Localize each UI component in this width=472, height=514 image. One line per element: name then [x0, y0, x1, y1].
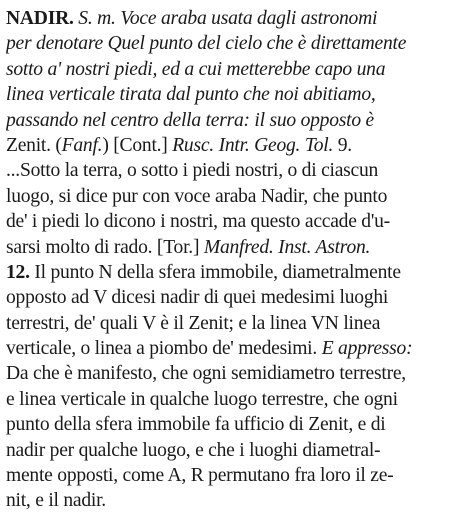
entry-text: ) [Cont.]: [102, 134, 173, 156]
entry-line: [6, 82, 468, 107]
entry-text: S. m. Voce araba usata dagli astronomi: [73, 8, 378, 29]
entry-text: 9.: [333, 134, 352, 156]
entry-text: Rusc. Intr. Geog. Tol.: [172, 134, 334, 156]
entry-line: [6, 285, 468, 310]
entry-text: e linea verticale in qualche luogo terrestre, che ogni: [6, 388, 398, 410]
entry-text: de' i piedi lo dicono i nostri, ma questo accade d'u-: [6, 211, 390, 233]
entry-line: [6, 438, 468, 463]
entry-line: [6, 260, 468, 285]
entry-line: [6, 463, 468, 488]
entry-line: [6, 108, 468, 133]
entry-text: Il punto N della sfera immobile, diametralmente: [29, 261, 401, 283]
entry-line: [6, 184, 468, 209]
entry-text: sarsi molto di rado. [Tor.]: [6, 236, 204, 258]
entry-line: [6, 57, 468, 82]
entry-line: [6, 412, 468, 437]
entry-line: [6, 336, 468, 361]
entry-line: [6, 133, 468, 158]
section-number: 12.: [6, 261, 30, 283]
entry-text: verticale, o linea a piombo de' medesimi.: [6, 338, 322, 360]
dictionary-entry: [6, 6, 468, 514]
entry-line: [6, 235, 468, 260]
entry-line: [6, 488, 468, 513]
entry-text: E appresso:: [321, 338, 413, 360]
entry-text: punto della sfera immobile fa ufficio di Zenit, e di: [6, 414, 386, 436]
entry-text: nit, e il nadir.: [6, 490, 106, 512]
entry-line: [6, 158, 468, 183]
entry-text: ...Sotto la terra, o sotto i piedi nostri, o di ciascun: [6, 160, 379, 182]
entry-text: terrestri, de' quali V è il Zenit; e la linea VN linea: [6, 312, 381, 334]
entry-line: [6, 209, 468, 234]
entry-line: [6, 387, 468, 412]
entry-text: nadir per qualche luogo, e che i luoghi diametral-: [6, 439, 381, 461]
entry-text: luogo, si dice pur con voce araba Nadir, che punto: [6, 185, 388, 207]
entry-line: [6, 361, 468, 386]
entry-text: passando nel centro della terra: il suo opposto è: [6, 109, 374, 131]
entry-text: Fanf.: [61, 134, 103, 156]
entry-line: [6, 311, 468, 336]
entry-text: Manfred. Inst. Astron.: [203, 236, 371, 258]
entry-text: NADIR.: [6, 8, 74, 29]
entry-text: opposto ad V dicesi nadir di quei medesimi luoghi: [6, 287, 389, 309]
entry-line: [6, 31, 468, 56]
entry-line: [6, 6, 468, 31]
entry-text: mente opposti, come A, R permutano fra loro il ze-: [6, 465, 394, 487]
entry-text: linea verticale tirata dal punto che noi abitiamo,: [6, 84, 376, 106]
entry-text: Zenit. (: [6, 134, 62, 156]
entry-text: per denotare Quel punto del cielo che è direttamente: [6, 33, 407, 55]
entry-text: Da che è manifesto, che ogni semidiametro terrestre,: [6, 363, 406, 385]
entry-text: sotto a' nostri piedi, ed a cui metterebbe capo una: [6, 58, 386, 80]
